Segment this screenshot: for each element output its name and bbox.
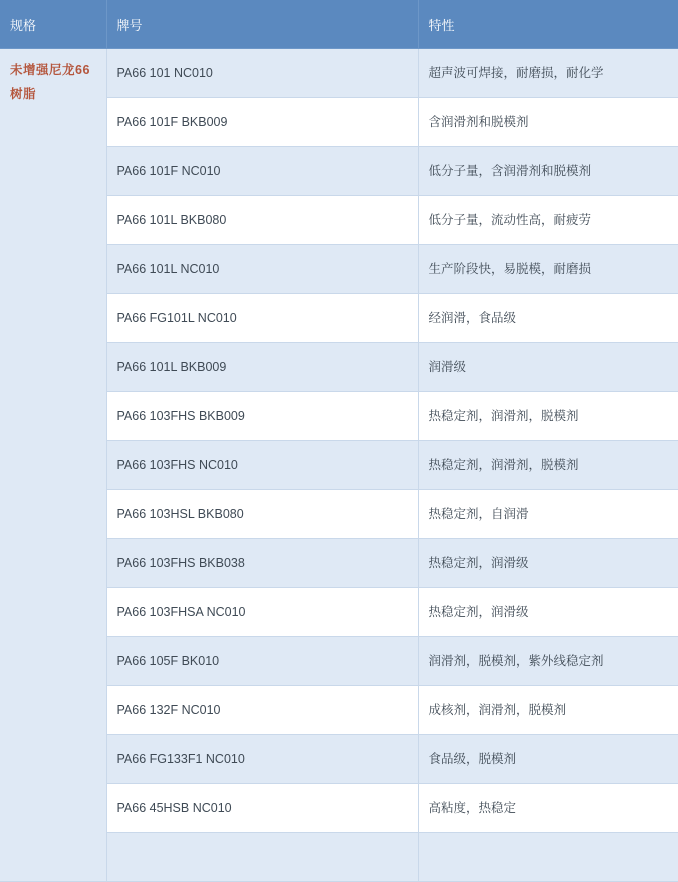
grade-value: PA66 103FHSA NC010 [106,588,418,637]
property-value [418,833,678,882]
property-value: 热稳定剂，自润滑 [418,490,678,539]
table-header-row [0,0,678,49]
property-value: 热稳定剂，润滑级 [418,588,678,637]
property-value: 食品级，脱模剂 [418,735,678,784]
property-value: 生产阶段快，易脱模，耐磨损 [418,245,678,294]
grade-value: PA66 132F NC010 [106,686,418,735]
property-value: 润滑级 [418,343,678,392]
property-value: 低分子量，含润滑剂和脱模剂 [418,147,678,196]
grade-value: PA66 101 NC010 [106,49,418,98]
grade-value: PA66 FG101L NC010 [106,294,418,343]
column-header-spec: 规格 [0,0,106,49]
grade-value: PA66 105F BK010 [106,637,418,686]
property-value: 含润滑剂和脱模剂 [418,98,678,147]
grade-value: PA66 101L BKB009 [106,343,418,392]
property-value: 热稳定剂，润滑剂，脱模剂 [418,441,678,490]
property-value: 高粘度，热稳定 [418,784,678,833]
grade-value: PA66 101L BKB080 [106,196,418,245]
property-value: 超声波可焊接，耐磨损，耐化学 [418,49,678,98]
grade-value: PA66 103HSL BKB080 [106,490,418,539]
property-value: 热稳定剂，润滑剂，脱模剂 [418,392,678,441]
grade-value [106,833,418,882]
column-header-grade: 牌号 [106,0,418,49]
property-value: 经润滑，食品级 [418,294,678,343]
table-header [0,0,678,49]
grade-value: PA66 103FHS BKB009 [106,392,418,441]
table-row [0,49,678,98]
grade-value: PA66 101F BKB009 [106,98,418,147]
grade-value: PA66 45HSB NC010 [106,784,418,833]
grade-value: PA66 101L NC010 [106,245,418,294]
property-value: 成核剂，润滑剂，脱模剂 [418,686,678,735]
grade-value: PA66 103FHS BKB038 [106,539,418,588]
grade-value: PA66 101F NC010 [106,147,418,196]
property-value: 润滑剂，脱模剂，紫外线稳定剂 [418,637,678,686]
property-value: 低分子量，流动性高，耐疲劳 [418,196,678,245]
spec-group-label: 未增强尼龙66树脂 [0,49,106,882]
table-body [0,49,678,882]
property-value: 热稳定剂，润滑级 [418,539,678,588]
grade-value: PA66 103FHS NC010 [106,441,418,490]
grade-value: PA66 FG133F1 NC010 [106,735,418,784]
column-header-property: 特性 [418,0,678,49]
